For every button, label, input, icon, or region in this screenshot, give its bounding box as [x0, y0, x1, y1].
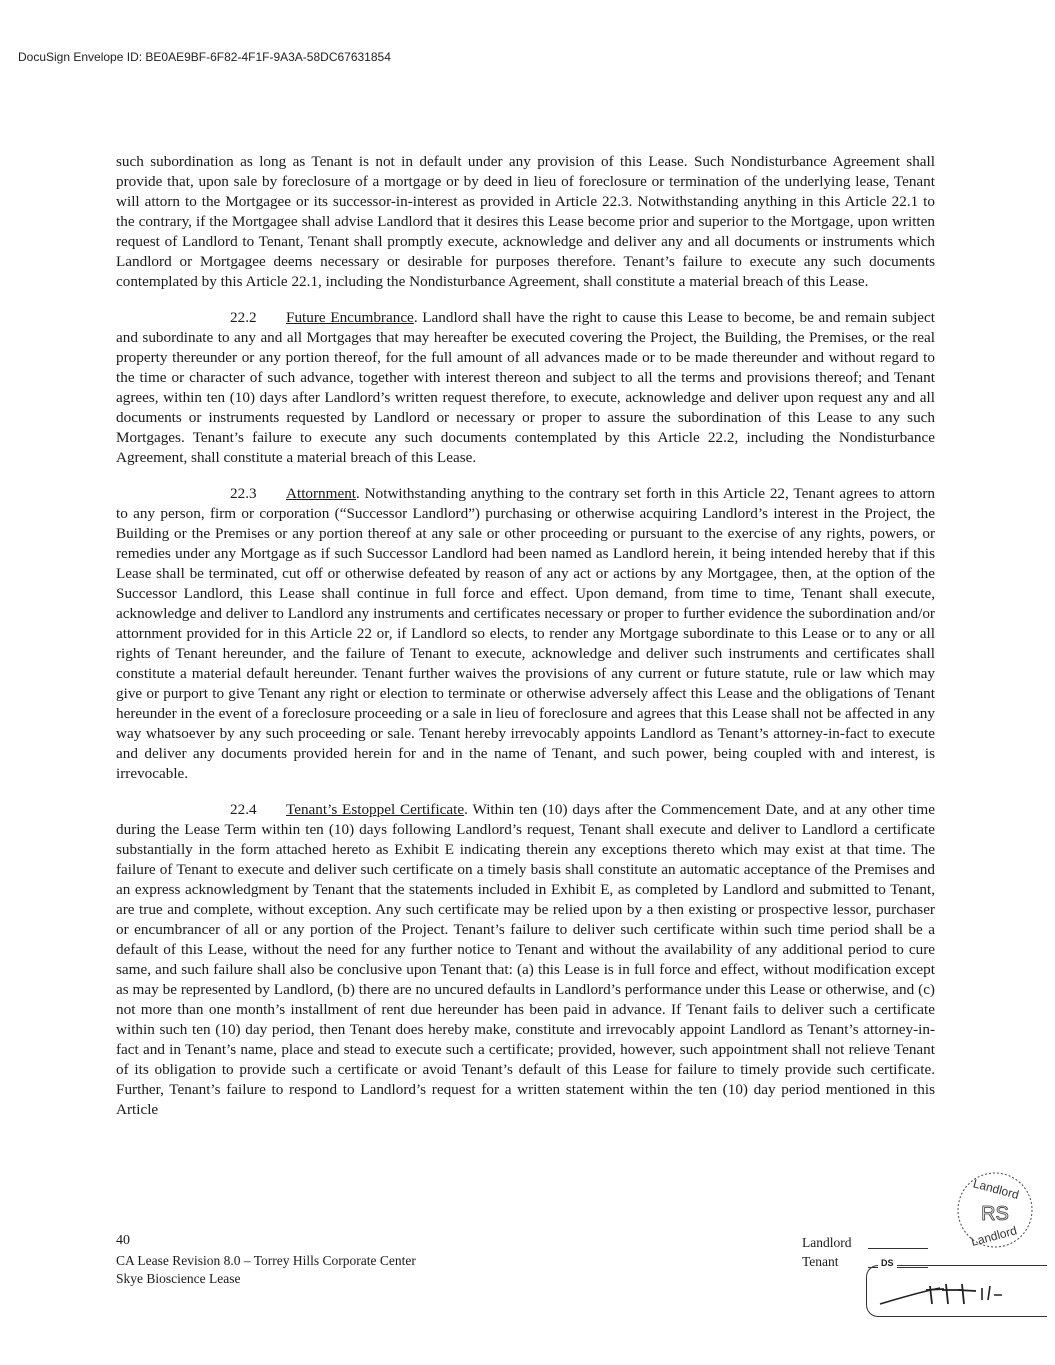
section-number: 22.3: [230, 485, 257, 502]
section-text: . Landlord shall have the right to cause this Lease to become, be and remain subject and subordinate to any and all Mortgages that may hereafter be executed covering the Project, the Building, the Premises, or the real property thereunder or any portion thereof, for the full amount of all advances made or to be made thereunder and without regard to the time or character of such advance, together with interest thereon and subject to all the terms and provisions thereof; and Tenant agrees, within ten (10) days after Landlord’s written request therefore, to execute, acknowledge and deliver upon request any and all documents or instruments requested by Landlord or necessary or proper to assure the subordination of this Lease to any such Mortgages. Tenant’s failure to execute any such documents contemplated by this Article 22.2, including the Nondisturbance Agreement, shall constitute a material breach of this Lease.: [116, 309, 935, 466]
section-text: . Within ten (10) days after the Commencement Date, and at any other time during the Lease Term within ten (10) days following Landlord’s request, Tenant shall execute and deliver to Landlord a certificate substantially in the form attached hereto as Exhibit E indicating therein any exceptions thereto which may exist at that time. The failure of Tenant to execute and deliver such certificate on a timely basis shall constitute an automatic acceptance of the Premises and an express acknowledgment by Tenant that the statements included in Exhibit E, as completed by Landlord and submitted to Tenant, are true and complete, without exception. Any such certificate may be relied upon by a then existing or prospective lessor, purchaser or encumbrancer of all or any portion of the Project. Tenant’s failure to deliver such certificate within such time period shall be a default of this Lease, without the need for any further notice to Tenant and without the availability of any additional period to cure same, and such failure shall also be conclusive upon Tenant that: (a) this Lease is in full force and effect, without modification except as may be represented by Landlord, (b) there are no uncured defaults in Landlord’s performance under this Lease or otherwise, and (c) not more than one month’s installment of rent due hereunder has been paid in advance. If Tenant fails to deliver such a certificate within such ten (10) day period, then Tenant does hereby make, constitute and irrevocably appoint Landlord as Tenant’s attorney-in-fact and in Tenant’s name, place and stead to execute such a certificate; provided, however, such appointment shall not relieve Tenant of its obligation to provide such a certificate or avoid Tenant’s default of this Lease for failure to timely provide such certificate. Further, Tenant’s failure to respond to Landlord’s request for a written statement within the ten (10) day period mentioned in this Article: [116, 801, 935, 1118]
tenant-label: Tenant: [802, 1254, 839, 1269]
ds-label: DS: [878, 1258, 897, 1268]
section-22-4: [116, 800, 935, 1120]
tenant-initials-row: [802, 1253, 852, 1272]
section-number: 22.4: [230, 801, 257, 818]
stamp-initials: RS: [981, 1203, 1009, 1225]
section-heading: Attornment: [286, 485, 357, 502]
section-heading: Tenant’s Estoppel Certificate: [286, 801, 465, 818]
section-text: . Notwithstanding anything to the contrary set forth in this Article 22, Tenant agrees to attorn to any person, firm or corporation (“Successor Landlord”) purchasing or otherwise acquiring Landlord’s interest in the Project, the Building or the Premises or any portion thereof at any sale or other proceeding or pursuant to the exercise of any rights, powers, or remedies under any Mortgage as if such Successor Landlord had been named as Landlord herein, it being intended hereby that if this Lease shall be terminated, cut off or otherwise defeated by reason of any act or actions by any Mortgagee, then, at the option of the Successor Landlord, this Lease shall continue in full force and effect. Upon demand, from time to time, Tenant shall execute, acknowledge and deliver to Landlord any instruments and certificates necessary or proper to further evidence the subordination and/or attornment provided for in this Article 22 or, if Landlord so elects, to render any Mortgage subordinate to this Lease or to any or all rights of Tenant hereunder, and the failure of Tenant to execute, acknowledge and deliver such instruments and certificates shall constitute a material default hereunder. Tenant further waives the provisions of any current or future statute, rule or law which may give or purport to give Tenant any right or election to terminate or otherwise adversely affect this Lease and the obligations of Tenant hereunder in the event of a foreclosure proceeding or a sale in lieu of foreclosure and agrees that this Lease shall not be affected in any way whatsoever by any such proceeding or sale. Tenant hereby irrevocably appoints Landlord as Tenant’s attorney-in-fact to execute and deliver any documents provided herein for and in the name of Tenant, and such power, being coupled with and interest, is irrevocable.: [116, 485, 935, 782]
paragraph-continued: such subordination as long as Tenant is not in default under any provision of this Lease. Such Nondisturbance Agreement shall provide that, upon sale by foreclosure of a mortgage or by deed in lieu of foreclosure or termination of the underlying lease, Tenant will attorn to the Mortgagee or its successor-in-interest as provided in Article 22.3. Notwithstanding anything in this Article 22.1 to the contrary, if the Mortgagee shall advise Landlord that it desires this Lease become prior and superior to the Mortgage, upon written request of Landlord to Tenant, Tenant shall promptly execute, acknowledge and deliver any and all documents or instruments which Landlord or Mortgagee deems necessary or desirable for purposes therefore. Tenant’s failure to execute any such documents contemplated by this Article 22.1, including the Nondisturbance Agreement, shall constitute a material breach of this Lease.: [116, 153, 935, 290]
landlord-initials-row: [802, 1234, 852, 1253]
section-22-2: [116, 308, 935, 468]
footer-line-1: CA Lease Revision 8.0 – Torrey Hills Corporate Center: [116, 1253, 416, 1268]
stamp-bottom-text: Landlord: [969, 1223, 1019, 1249]
section-number: 22.2: [230, 309, 257, 326]
envelope-id: DocuSign Envelope ID: BE0AE9BF-6F82-4F1F-9A3A-58DC67631854: [18, 50, 391, 64]
tenant-initials-signature: [870, 1274, 1030, 1314]
initials-block: [802, 1234, 852, 1272]
page-number: 40: [116, 1233, 130, 1248]
lease-body: [116, 152, 935, 1136]
footer-line-2: Skye Bioscience Lease: [116, 1271, 241, 1286]
landlord-initials-stamp: [955, 1170, 1035, 1250]
landlord-label: Landlord: [802, 1235, 852, 1250]
landlord-initials-line[interactable]: [868, 1248, 928, 1249]
section-heading: Future Encumbrance: [286, 309, 414, 326]
page-footer: [116, 1232, 416, 1288]
stamp-top-text: Landlord: [971, 1176, 1021, 1202]
section-22-3: [116, 484, 935, 784]
